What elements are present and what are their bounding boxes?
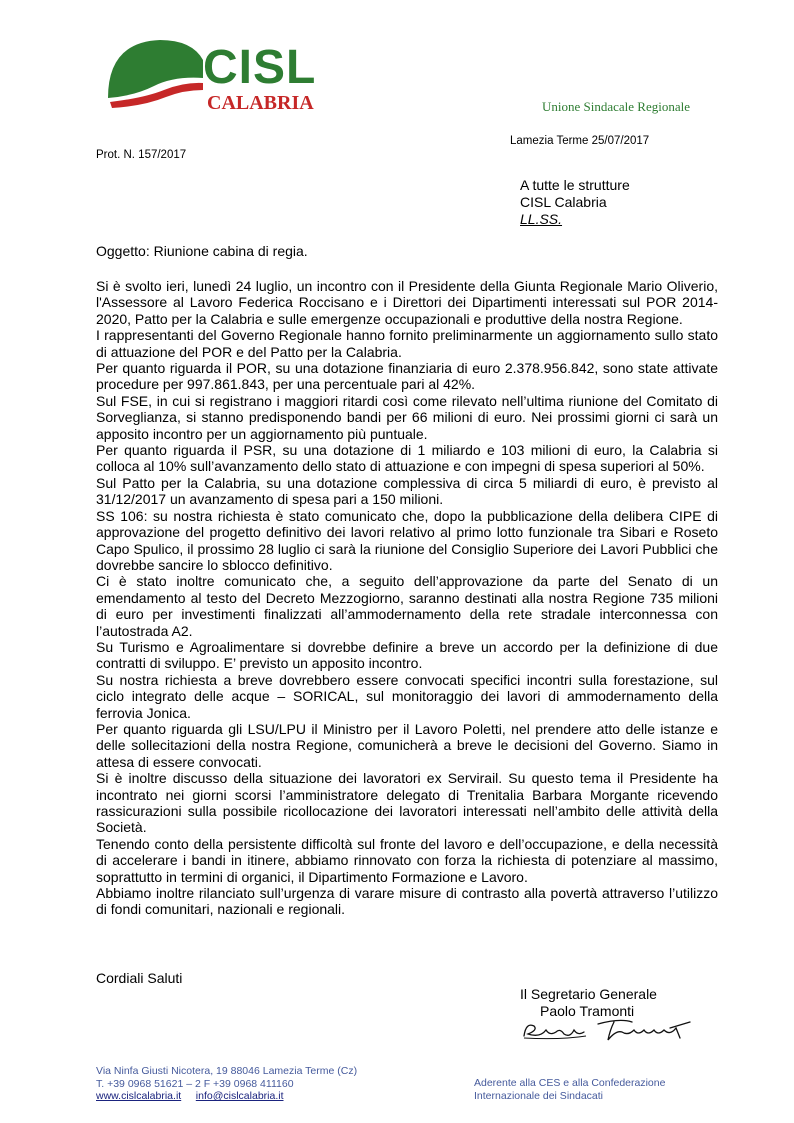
body-paragraph: I rappresentanti del Governo Regionale hanno fornito preliminarmente un aggiornamento sullo stato di attuazione del POR e del Patto per la Calabria. bbox=[96, 327, 718, 360]
body-paragraph: Su Turismo e Agroalimentare si dovrebbe definire a breve un accordo per la definizione di due contratti di sviluppo. E’ previsto un apposito incontro. bbox=[96, 638, 718, 672]
brand-name: CISL bbox=[203, 41, 317, 94]
footer-phone-fax: T. +39 0968 51621 – 2 F +39 0968 411160 bbox=[96, 1077, 294, 1090]
addressee-block bbox=[520, 177, 630, 228]
footer-contacts bbox=[96, 1065, 357, 1103]
body-paragraph: Sul FSE, in cui si registrano i maggiori ritardi così come rilevato nell’ultima riunione del Comitato di Sorveglianza, si stanno predisponendo bandi per 66 milioni di euro. Nei prossimi giorni ci sarà un apposito incontro per un aggiornamento più puntuale. bbox=[96, 392, 718, 442]
addressee-line: A tutte le strutture bbox=[520, 177, 630, 193]
body-paragraph: Per quanto riguarda il PSR, su una dotazione di 1 miliardo e 103 milioni di euro, la Calabria si colloca al 10% sull’avanzamento dello stato di attuazione e con impegni di spesa superiori al 50%. bbox=[96, 442, 718, 475]
email-link[interactable]: info@cislcalabria.it bbox=[195, 1090, 284, 1102]
body-paragraph: Tenendo conto della persistente difficoltà sul fronte del lavoro e dell’occupazione, e della necessità di accelerare i bandi in itinere, abbiamo rinnovato con forza la richiesta di potenziare al massimo, soprattutto in termini di organici, il Dipartimento Formazione e Lavoro. bbox=[96, 835, 718, 885]
body-paragraph: SS 106: su nostra richiesta è stato comunicato che, dopo la pubblicazione della delibera CIPE di approvazione del progetto definitivo dei lavori relativo al primo lotto funzionale tra Sibari e Roseto Capo Spulico, il prossimo 28 luglio ci sarà la riunione del Consiglio Superiore dei Lavori Pubblici che dovrebbe sancire lo sblocco definitivo. bbox=[96, 507, 718, 573]
place-date: Lamezia Terme 25/07/2017 bbox=[510, 135, 650, 147]
addressee-line: CISL Calabria bbox=[520, 194, 607, 210]
brand-region: CALABRIA bbox=[207, 92, 314, 114]
protocol-number: Prot. N. 157/2017 bbox=[96, 149, 187, 161]
footer-address: Via Ninfa Giusti Nicotera, 19 88046 Lamezia Terme (Cz) bbox=[96, 1065, 358, 1077]
footer-affiliation bbox=[474, 1077, 665, 1102]
body-paragraph: Abbiamo inoltre rilanciato sull’urgenza di varare misure di contrasto alla povertà attraverso l’utilizzo di fondi comunitari, nazionali e regionali. bbox=[96, 885, 718, 918]
body-paragraph: Si è svolto ieri, lunedì 24 luglio, un incontro con il Presidente della Giunta Regionale Mario Oliverio, l'Assessore al Lavoro Federica Roccisano e i Direttori dei Dipartimenti interessati sul POR 2014-2020, Patto per la Calabria e sulle emergenze occupazionali e produttive della nostra Regione. bbox=[96, 278, 718, 327]
signatory-name: Paolo Tramonti bbox=[540, 1003, 635, 1019]
body-paragraph: Ci è stato inoltre comunicato che, a seguito dell’approvazione da parte del Senato di un emendamento al testo del Decreto Mezzogiorno, saranno destinati alla nostra Regione 735 milioni di euro per investimenti finalizzati all’ammodernamento della rete stradale interconnessa con l’autostrada A2. bbox=[96, 573, 718, 639]
letter-body bbox=[96, 278, 718, 918]
handwritten-signature bbox=[520, 1016, 695, 1044]
addressee-line: LL.SS. bbox=[520, 211, 563, 227]
affiliation-line: Aderente alla CES e alla Confederazione bbox=[474, 1077, 666, 1089]
website-link[interactable]: www.cislcalabria.it bbox=[96, 1090, 182, 1102]
closing-salutation: Cordiali Saluti bbox=[96, 970, 183, 986]
body-paragraph: Su nostra richiesta a breve dovrebbero essere convocati specifici incontri sulla forestazione, sul ciclo integrato delle acque – SORICAL, sul monitoraggio dei lavori di ammodernamento della ferrovia Jonica. bbox=[96, 671, 718, 721]
body-paragraph: Si è inoltre discusso della situazione dei lavoratori ex Servirail. Su questo tema il Presidente ha incontrato nei giorni scorsi l’amministratore delegato di Trenitalia Barbara Morgante ricevendo rassicurazioni sulla possibile ricollocazione dei lavoratori interessati nell’ambito delle attività della Società. bbox=[96, 770, 718, 836]
body-paragraph: Per quanto riguarda gli LSU/LPU il Ministro per il Lavoro Poletti, nel prendere atto delle istanze e delle sollecitazioni della nostra Regione, comunicherà a breve le decisioni del Governo. Siamo in attesa di essere convocati. bbox=[96, 720, 718, 770]
body-paragraph: Sul Patto per la Calabria, su una dotazione complessiva di circa 5 miliardi di euro, è previsto al 31/12/2017 un avanzamento di spesa pari a 150 milioni. bbox=[96, 474, 718, 508]
signatory-role: Il Segretario Generale bbox=[520, 986, 657, 1002]
union-label: Unione Sindacale Regionale bbox=[542, 99, 691, 114]
subject-line: Oggetto: Riunione cabina di regia. bbox=[96, 243, 308, 259]
affiliation-line: Internazionale dei Sindacati bbox=[474, 1089, 604, 1102]
body-paragraph: Per quanto riguarda il POR, su una dotazione finanziaria di euro 2.378.956.842, sono state attivate procedure per 997.861.843, per una percentuale pari al 42%. bbox=[96, 360, 718, 393]
footer-links bbox=[96, 1090, 357, 1103]
cisl-logo-emblem bbox=[104, 36, 204, 112]
